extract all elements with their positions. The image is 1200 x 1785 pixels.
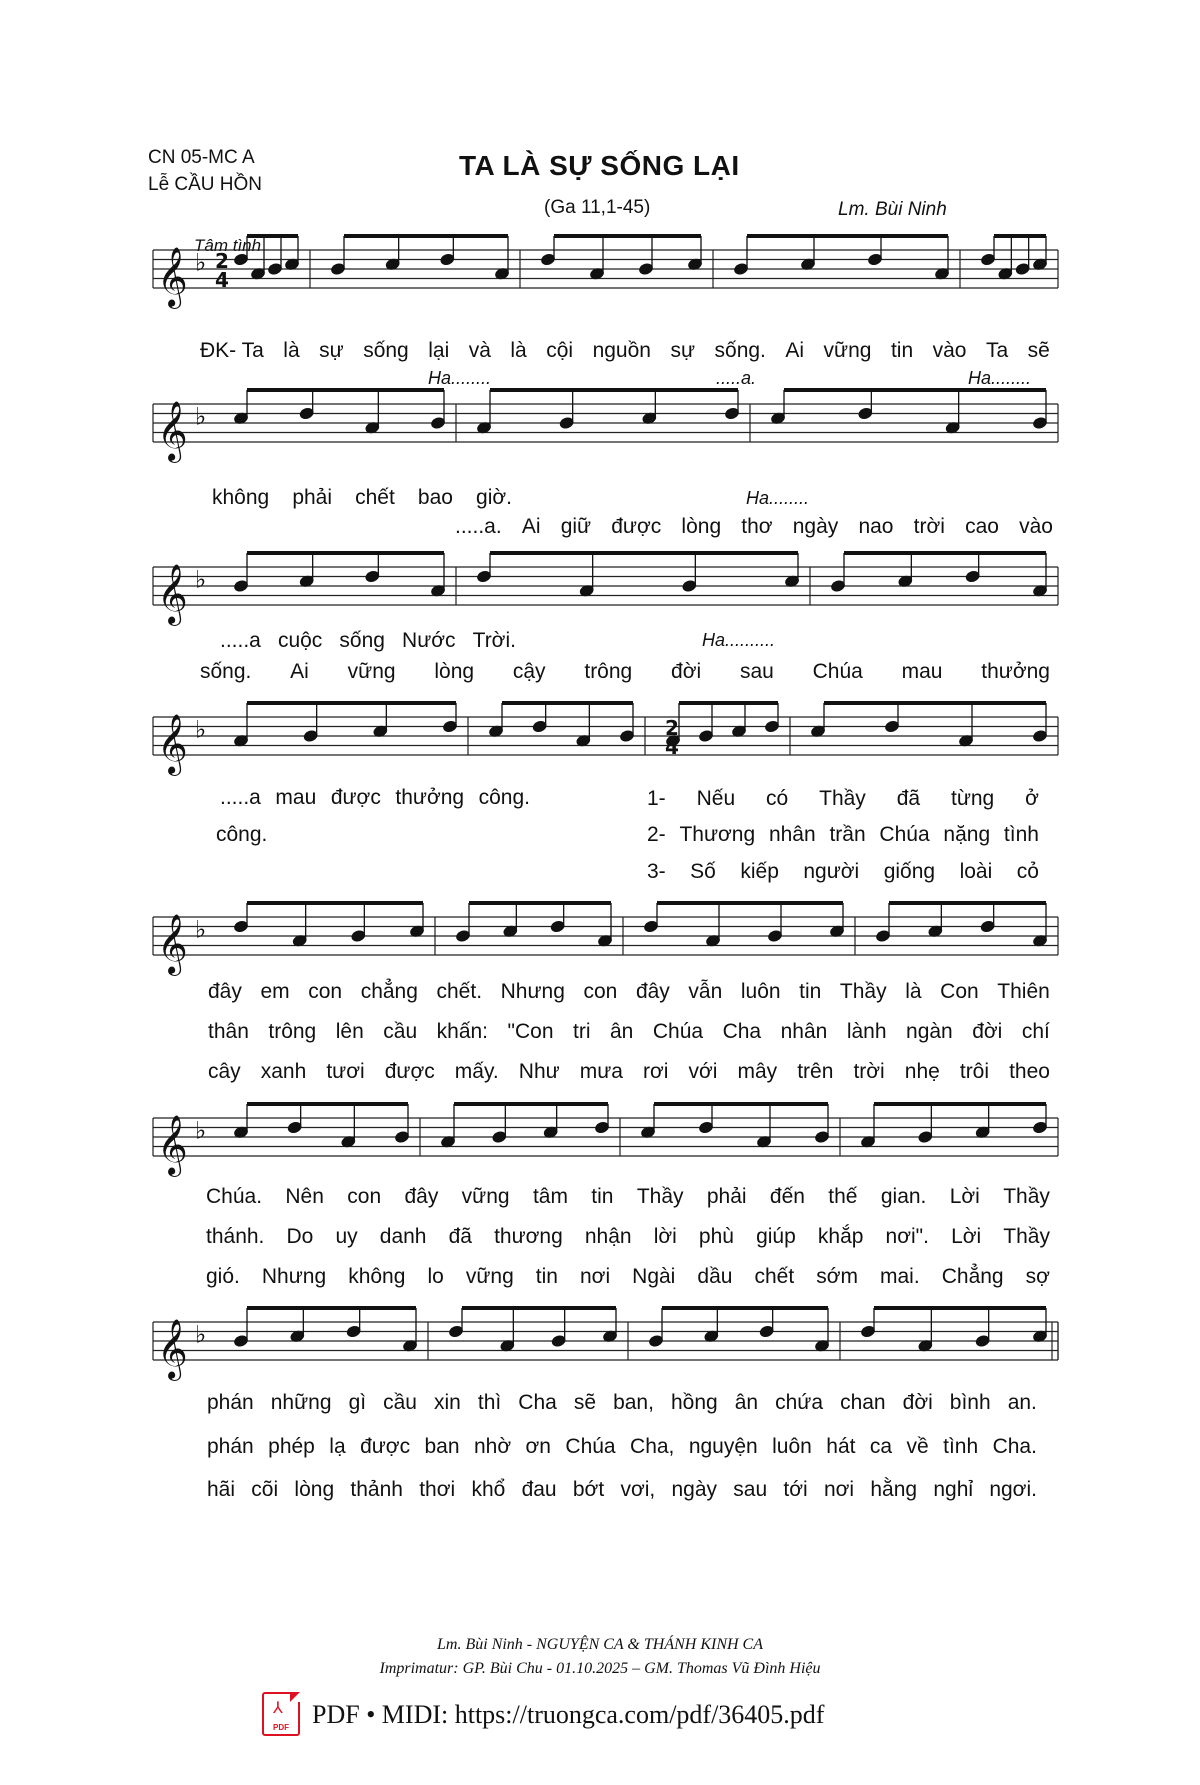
lyric-word: là xyxy=(510,339,527,362)
lyric-word: là xyxy=(905,980,922,1003)
lyric-word: mấy. xyxy=(454,1060,499,1083)
lyric-word: Ai xyxy=(785,339,805,362)
lyric-word: thân xyxy=(208,1020,249,1043)
lyric-word: ca xyxy=(869,1435,893,1458)
lyric-word: 3- xyxy=(647,860,666,883)
lyric-word: Ai xyxy=(521,515,541,538)
lyric-word: Chúa xyxy=(812,660,863,683)
lyric-word: chan xyxy=(840,1391,886,1414)
lyric-word: thơ xyxy=(741,515,773,538)
lyric-word: con xyxy=(583,980,618,1003)
lyric-word: tin xyxy=(591,1185,614,1208)
download-link[interactable]: PDF • MIDI: https://truongca.com/pdf/36405.pdf xyxy=(312,1700,825,1729)
time-signature-bottom: 4 xyxy=(665,735,679,760)
lyric-word: sống xyxy=(339,629,385,652)
lyric-word: tới xyxy=(783,1478,808,1501)
lyric-word: nhận xyxy=(584,1225,632,1248)
lyric-word: trời xyxy=(913,515,945,538)
lyric-word: được xyxy=(384,1060,435,1083)
lyric-word: đây xyxy=(404,1185,439,1208)
lyric-word: đã xyxy=(896,787,921,810)
lyric-word: lòng xyxy=(294,1478,335,1501)
lyric-word: Chẳng xyxy=(941,1265,1004,1288)
lyric-word: tâm xyxy=(532,1185,568,1208)
lyric-word: 1- xyxy=(647,787,666,810)
lyric-word: ĐK- Ta xyxy=(200,339,264,362)
lyric-word: bình xyxy=(949,1391,991,1414)
hum-syllable: .....a. xyxy=(716,368,757,388)
lyric-word: .....a xyxy=(220,786,261,809)
lyric-word: cội xyxy=(546,339,574,362)
treble-clef-icon: 𝄞 xyxy=(157,564,188,624)
lyric-word: Thầy xyxy=(636,1185,684,1208)
lyric-word: Như xyxy=(518,1060,560,1083)
lyric-word: công. xyxy=(216,823,268,846)
lyric-word: vào xyxy=(932,339,967,362)
refrain-line-1 xyxy=(200,338,1050,364)
lyric-word: ban, xyxy=(613,1391,654,1414)
lyric-word: nguồn xyxy=(592,339,651,362)
time-signature-top: 2 xyxy=(215,249,229,274)
lyric-word: ban xyxy=(424,1435,460,1458)
lyric-word: trời xyxy=(853,1060,885,1083)
lyric-word: gió. xyxy=(206,1265,240,1288)
lyric-word: tri xyxy=(573,1020,591,1043)
lyric-word: lòng xyxy=(681,515,722,538)
lyric-word: mây xyxy=(737,1060,778,1083)
lyric-word: lòng xyxy=(434,660,475,683)
lyric-word: mau xyxy=(275,786,317,809)
lyric-word: lo xyxy=(427,1265,444,1288)
lyric-word: "Con xyxy=(507,1020,554,1043)
lyric-word: Lời xyxy=(951,1225,982,1248)
lyric-word: cuộc xyxy=(277,629,323,652)
composer: Lm. Bùi Ninh xyxy=(838,199,947,220)
lyric-word: Ta xyxy=(985,339,1009,362)
lyric-word: kiếp xyxy=(740,860,779,883)
lyric-word: phù xyxy=(698,1225,734,1248)
lyric-word: đã xyxy=(448,1225,472,1248)
lyric-word: trần xyxy=(829,823,866,846)
scripture-reference: (Ga 11,1-45) xyxy=(544,197,651,218)
verse-3-block-1 xyxy=(208,1059,1050,1085)
lyric-word: chí xyxy=(1021,1020,1050,1043)
lyric-word: sợ xyxy=(1025,1265,1050,1288)
lyric-word: nhẹ xyxy=(904,1060,940,1083)
lyric-word: công. xyxy=(478,786,530,809)
lyric-word: đây xyxy=(208,980,242,1003)
lyric-word: mau xyxy=(901,660,943,683)
lyric-word: ơn xyxy=(525,1435,551,1458)
lyric-word: Ngài xyxy=(632,1265,676,1288)
lyric-word: ở xyxy=(1025,787,1039,810)
lyric-word: vào xyxy=(1019,515,1053,538)
lyric-word: đời xyxy=(671,660,702,683)
lyric-word: không xyxy=(348,1265,406,1288)
lyric-word: gì xyxy=(348,1391,367,1414)
refrain-line-4 xyxy=(220,628,516,654)
lyric-word: thì xyxy=(477,1391,502,1414)
verse-2-block-1 xyxy=(208,1019,1050,1045)
lyric-word: lên xyxy=(335,1020,364,1043)
lyric-word: thơi xyxy=(419,1478,456,1501)
lyric-word: phải xyxy=(706,1185,747,1208)
lyric-word: vững xyxy=(823,339,872,362)
lyric-word: ngày xyxy=(671,1478,718,1501)
lyric-word: sau xyxy=(739,660,774,683)
lyric-word: Chúa xyxy=(652,1020,704,1043)
lyric-word: xanh xyxy=(260,1060,307,1083)
lyric-word: Số xyxy=(690,860,716,883)
lyric-word: vững xyxy=(461,1185,510,1208)
verse-3-block-3 xyxy=(207,1477,1037,1503)
lyric-word: với xyxy=(688,1060,718,1083)
lyric-word: tình xyxy=(1003,823,1039,846)
lyric-word: Nên xyxy=(285,1185,324,1208)
lyric-word: trôi xyxy=(959,1060,990,1083)
flat-sign-icon: ♭ xyxy=(195,402,207,431)
lyric-word: nhờ xyxy=(473,1435,512,1458)
refrain-line-7 xyxy=(216,822,276,848)
occasion-label: Lễ CẦU HỒN xyxy=(148,174,263,195)
lyric-word: .....a. xyxy=(455,515,502,538)
lyric-word: sẽ xyxy=(573,1391,597,1414)
flat-sign-icon: ♭ xyxy=(195,915,207,944)
lyric-word: thế xyxy=(828,1185,858,1208)
song-title: TA LÀ SỰ SỐNG LẠI xyxy=(459,150,740,181)
lyric-word: thương xyxy=(494,1225,563,1248)
lyric-word: Nước xyxy=(402,629,456,652)
time-signature-top: 2 xyxy=(665,716,679,741)
lyric-word: trông xyxy=(268,1020,317,1043)
verse-2-intro xyxy=(647,822,1039,848)
lyric-word: hãi xyxy=(207,1478,236,1501)
lyric-word: Thầy xyxy=(1003,1185,1050,1208)
lyric-word: hằng xyxy=(870,1478,918,1501)
lyric-word: có xyxy=(766,787,789,810)
lyric-word: hồng xyxy=(670,1391,718,1414)
lyric-word: cõi xyxy=(251,1478,279,1501)
verse-3-block-2 xyxy=(206,1264,1050,1290)
lyric-word: người xyxy=(803,860,860,883)
refrain-line-6 xyxy=(220,785,530,811)
lyric-word: sớm xyxy=(816,1265,858,1288)
lyric-word: ân xyxy=(610,1020,634,1043)
lyric-word: dầu xyxy=(697,1265,733,1288)
lyric-word: nhân xyxy=(768,823,816,846)
verse-1-block-3 xyxy=(207,1390,1037,1416)
treble-clef-icon: 𝄞 xyxy=(157,401,188,461)
lyric-word: xin xyxy=(434,1391,461,1414)
lyric-word: về xyxy=(906,1435,929,1458)
lyric-word: Nếu xyxy=(696,787,736,810)
flat-sign-icon: ♭ xyxy=(195,715,207,744)
lyric-word: chứa xyxy=(775,1391,824,1414)
lyric-word: từng xyxy=(950,787,995,810)
lyric-word: không xyxy=(212,486,270,509)
lyric-word: tin xyxy=(799,980,822,1003)
hum-syllable: Ha.......... xyxy=(702,630,776,650)
lyric-word: Thầy xyxy=(839,980,887,1003)
song-code: CN 05-MC A xyxy=(148,147,255,168)
lyric-word: phải xyxy=(292,486,333,509)
lyric-word: rơi xyxy=(643,1060,669,1083)
verse-1-intro xyxy=(647,786,1039,812)
lyric-word: Thầy xyxy=(819,787,866,810)
lyric-word: phép xyxy=(268,1435,315,1458)
lyric-word: sẽ xyxy=(1027,339,1050,362)
lyric-word: Do xyxy=(286,1225,314,1248)
lyric-word: giờ. xyxy=(476,486,512,509)
refrain-line-5 xyxy=(200,659,1050,685)
lyric-word: sự xyxy=(319,339,344,362)
lyric-word: con xyxy=(347,1185,382,1208)
hum-syllable: Ha........ xyxy=(428,368,492,388)
lyric-word: cầu xyxy=(383,1020,418,1043)
lyric-word: khấn: xyxy=(436,1020,489,1043)
lyric-word: là xyxy=(283,339,300,362)
lyric-word: lạ xyxy=(329,1435,346,1458)
lyric-word: Con xyxy=(940,980,979,1003)
lyric-word: danh xyxy=(379,1225,427,1248)
lyric-word: luôn xyxy=(740,980,781,1003)
lyric-word: mưa xyxy=(579,1060,623,1083)
lyric-word: sống. xyxy=(714,339,766,362)
lyric-word: sự xyxy=(670,339,696,362)
lyric-word: chết. xyxy=(436,980,483,1003)
lyric-word: Thầy xyxy=(1003,1225,1050,1248)
lyric-word: cao xyxy=(965,515,999,538)
lyric-word: nhân xyxy=(780,1020,828,1043)
lyric-word: và xyxy=(468,339,491,362)
footer-imprimatur: Imprimatur: GP. Bùi Chu - 01.10.2025 – GM. Thomas Vũ Đình Hiệu xyxy=(379,1660,821,1677)
lyric-word: trên xyxy=(797,1060,834,1083)
lyric-word: Thương xyxy=(679,823,756,846)
lyric-word: Trời. xyxy=(472,629,516,652)
lyric-word: luôn xyxy=(772,1435,812,1458)
treble-clef-icon: 𝄞 xyxy=(157,1115,188,1175)
lyric-word: Thiên xyxy=(997,980,1050,1003)
lyric-word: an. xyxy=(1007,1391,1037,1414)
lyric-word: thánh. xyxy=(206,1225,265,1248)
lyric-word: nao xyxy=(858,515,894,538)
lyric-word: Cha, xyxy=(630,1435,675,1458)
lyric-word: bớt xyxy=(572,1478,605,1501)
lyric-word: giống xyxy=(883,860,936,883)
lyric-word: Nhưng xyxy=(261,1265,327,1288)
lyric-word: uy xyxy=(335,1225,358,1248)
lyric-word: .....a xyxy=(220,629,261,652)
lyric-word: sống xyxy=(363,339,409,362)
refrain-line-2 xyxy=(212,485,512,511)
refrain-line-3 xyxy=(455,514,1053,540)
lyric-word: lời xyxy=(653,1225,677,1248)
flat-sign-icon: ♭ xyxy=(195,1320,207,1349)
lyric-word: Nhưng xyxy=(500,980,565,1003)
lyric-word: theo xyxy=(1009,1060,1050,1083)
lyric-word: cỏ xyxy=(1016,860,1039,883)
lyric-word: 2- xyxy=(647,823,666,846)
lyric-word: tin xyxy=(890,339,914,362)
verse-1-block-1 xyxy=(208,979,1050,1005)
lyric-word: vững xyxy=(347,660,396,683)
lyric-word: nơi". xyxy=(885,1225,929,1248)
treble-clef-icon: 𝄞 xyxy=(157,714,188,774)
lyric-word: chẳng xyxy=(360,980,418,1003)
lyric-word: nặng xyxy=(943,823,991,846)
lyric-word: vơi, xyxy=(620,1478,656,1501)
lyric-word: chết xyxy=(355,486,395,509)
lyric-word: tình xyxy=(943,1435,979,1458)
verse-1-block-2 xyxy=(206,1184,1050,1210)
lyric-word: khổ xyxy=(471,1478,506,1501)
lyric-word: lành xyxy=(846,1020,887,1043)
lyric-word: thưởng xyxy=(395,786,465,809)
lyric-word: những xyxy=(270,1391,332,1414)
lyric-word: Ai xyxy=(290,660,309,683)
flat-sign-icon: ♭ xyxy=(195,565,207,594)
lyric-word: ngàn xyxy=(906,1020,953,1043)
lyric-word: nơi xyxy=(580,1265,611,1288)
lyric-word: sau xyxy=(733,1478,768,1501)
verse-2-block-2 xyxy=(206,1224,1050,1250)
pdf-file-icon[interactable]: ⅄ PDF xyxy=(262,1692,300,1736)
lyric-word: con xyxy=(308,980,343,1003)
lyric-word: tin xyxy=(535,1265,558,1288)
lyric-word: phán xyxy=(207,1391,254,1414)
lyric-word: vững xyxy=(465,1265,514,1288)
lyric-word: giữ xyxy=(560,515,592,538)
lyric-word: bao xyxy=(417,486,453,509)
lyric-word: nơi xyxy=(823,1478,855,1501)
lyric-word: cậy xyxy=(512,660,546,683)
lyric-word: sống. xyxy=(200,660,252,683)
lyric-word: cầu xyxy=(383,1391,417,1414)
verse-2-block-3 xyxy=(207,1434,1037,1460)
lyric-word: đau xyxy=(521,1478,557,1501)
flat-sign-icon: ♭ xyxy=(195,248,207,277)
lyric-word: được xyxy=(360,1435,411,1458)
footer-credit: Lm. Bùi Ninh - NGUYỆN CA & THÁNH KINH CA xyxy=(437,1636,763,1653)
treble-clef-icon: 𝄞 xyxy=(157,1319,188,1379)
lyric-word: lại xyxy=(428,339,450,362)
flat-sign-icon: ♭ xyxy=(195,1116,207,1145)
lyric-word: đây xyxy=(635,980,670,1003)
lyric-word: em xyxy=(260,980,290,1003)
lyric-word: đến xyxy=(769,1185,805,1208)
lyric-word: thảnh xyxy=(350,1478,403,1501)
lyric-word: đời xyxy=(902,1391,933,1414)
time-signature-bottom: 4 xyxy=(215,268,229,293)
treble-clef-icon: 𝄞 xyxy=(157,914,188,974)
lyric-word: tươi xyxy=(326,1060,365,1083)
lyric-word: trông xyxy=(584,660,633,683)
lyric-word: gian. xyxy=(880,1185,927,1208)
lyric-word: chết xyxy=(754,1265,795,1288)
lyric-word: Cha. xyxy=(992,1435,1037,1458)
lyric-word: Cha xyxy=(518,1391,557,1414)
lyric-word: phán xyxy=(207,1435,254,1458)
verse-3-intro xyxy=(647,859,1039,885)
lyric-word: Chúa xyxy=(565,1435,616,1458)
lyric-word: thưởng xyxy=(981,660,1050,683)
lyric-word: mai. xyxy=(880,1265,920,1288)
lyric-word: đời xyxy=(972,1020,1003,1043)
lyric-word: vẫn xyxy=(688,980,723,1003)
lyric-word: loài xyxy=(959,860,993,883)
lyric-word: được xyxy=(611,515,662,538)
lyric-word: ân xyxy=(734,1391,759,1414)
lyric-word: cây xyxy=(208,1060,241,1083)
lyric-word: được xyxy=(330,786,381,809)
lyric-word: nguyện xyxy=(688,1435,758,1458)
hum-syllable: Ha........ xyxy=(968,368,1032,388)
lyric-word: khắp xyxy=(817,1225,864,1248)
lyric-word: Chúa. xyxy=(206,1185,263,1208)
lyric-word: hát xyxy=(826,1435,856,1458)
lyric-word: ngơi. xyxy=(989,1478,1037,1501)
lyric-word: ngày xyxy=(792,515,839,538)
tempo-marking: Tâm tình xyxy=(194,236,262,255)
lyric-word: giúp xyxy=(756,1225,796,1248)
hum-syllable: Ha........ xyxy=(746,488,810,508)
lyric-word: Lời xyxy=(949,1185,980,1208)
lyric-word: Cha xyxy=(722,1020,762,1043)
treble-clef-icon: 𝄞 xyxy=(157,247,188,307)
lyric-word: Chúa xyxy=(879,823,930,846)
lyric-word: nghỉ xyxy=(933,1478,974,1501)
